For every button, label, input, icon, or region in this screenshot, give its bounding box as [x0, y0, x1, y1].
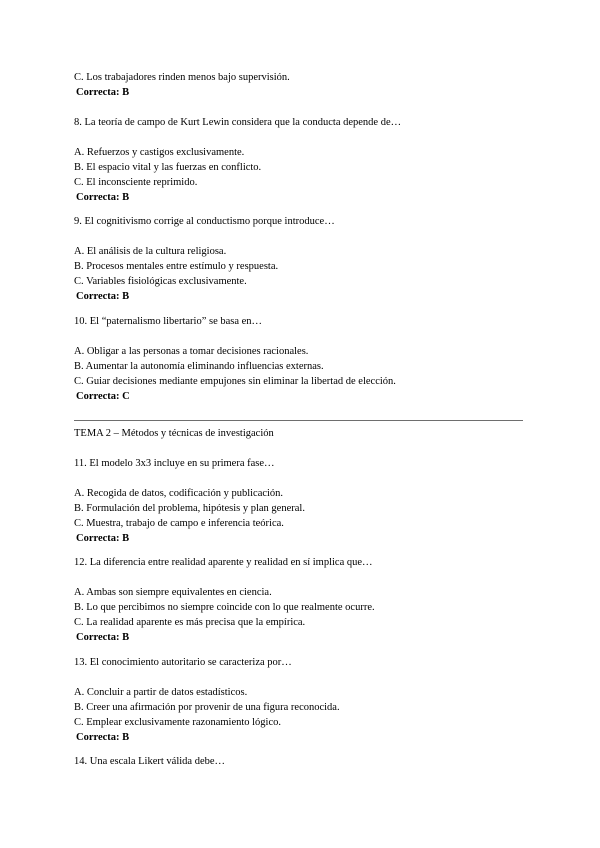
correct-answer: Correcta: C: [76, 391, 130, 402]
option-a: A. Recogida de datos, codificación y publicación.: [74, 488, 284, 499]
correct-answer: Correcta: B: [76, 192, 130, 203]
question-text: 9. El cognitivismo corrige al conductismo porque introduce…: [74, 216, 335, 227]
question-text: 14. Una escala Likert válida debe…: [74, 756, 226, 767]
correct-answer: Correcta: B: [76, 632, 130, 643]
option-c: C. Muestra, trabajo de campo e inferencia teórica.: [74, 518, 284, 529]
option-c: C. El inconsciente reprimido.: [74, 177, 198, 188]
option-c: C. Variables fisiológicas exclusivamente.: [74, 276, 247, 287]
question-text: 13. El conocimiento autoritario se caracteriza por…: [74, 657, 292, 668]
correct-answer: Correcta: B: [76, 533, 130, 544]
option-c: C. Los trabajadores rinden menos bajo supervisión.: [74, 72, 290, 83]
question-text: 12. La diferencia entre realidad aparente y realidad en sí implica que…: [74, 557, 373, 568]
option-b: B. Formulación del problema, hipótesis y plan general.: [74, 503, 305, 514]
option-b: B. Aumentar la autonomía eliminando influencias externas.: [74, 361, 324, 372]
question-text: 10. El “paternalismo libertario” se basa en…: [74, 316, 263, 327]
question-12: [74, 555, 544, 645]
question-7-fragment: [74, 70, 534, 100]
option-b: B. Procesos mentales entre estímulo y respuesta.: [74, 261, 279, 272]
question-text: 8. La teoría de campo de Kurt Lewin considera que la conducta depende de…: [74, 117, 402, 128]
question-10: [74, 314, 544, 404]
option-a: A. Concluir a partir de datos estadísticos.: [74, 687, 248, 698]
option-c: C. Guiar decisiones mediante empujones sin eliminar la libertad de elección.: [74, 376, 396, 387]
correct-answer: Correcta: B: [76, 291, 130, 302]
option-b: B. El espacio vital y las fuerzas en conflicto.: [74, 162, 262, 173]
section-divider: [74, 420, 523, 421]
question-11: [74, 456, 544, 546]
question-13: [74, 655, 544, 745]
correct-answer: Correcta: B: [76, 732, 130, 743]
section-title: TEMA 2 – Métodos y técnicas de investigación: [74, 428, 274, 439]
question-8: [74, 115, 544, 205]
option-c: C. Emplear exclusivamente razonamiento lógico.: [74, 717, 282, 728]
question-14: [74, 754, 544, 769]
option-a: A. El análisis de la cultura religiosa.: [74, 246, 227, 257]
option-c: C. La realidad aparente es más precisa que la empírica.: [74, 617, 306, 628]
option-b: B. Lo que percibimos no siempre coincide con lo que realmente ocurre.: [74, 602, 375, 613]
correct-answer: Correcta: B: [76, 87, 130, 98]
option-a: A. Obligar a las personas a tomar decisiones racionales.: [74, 346, 309, 357]
option-a: A. Refuerzos y castigos exclusivamente.: [74, 147, 245, 158]
question-9: [74, 214, 544, 304]
question-text: 11. El modelo 3x3 incluye en su primera fase…: [74, 458, 275, 469]
option-b: B. Creer una afirmación por provenir de una figura reconocida.: [74, 702, 340, 713]
option-a: A. Ambas son siempre equivalentes en ciencia.: [74, 587, 272, 598]
